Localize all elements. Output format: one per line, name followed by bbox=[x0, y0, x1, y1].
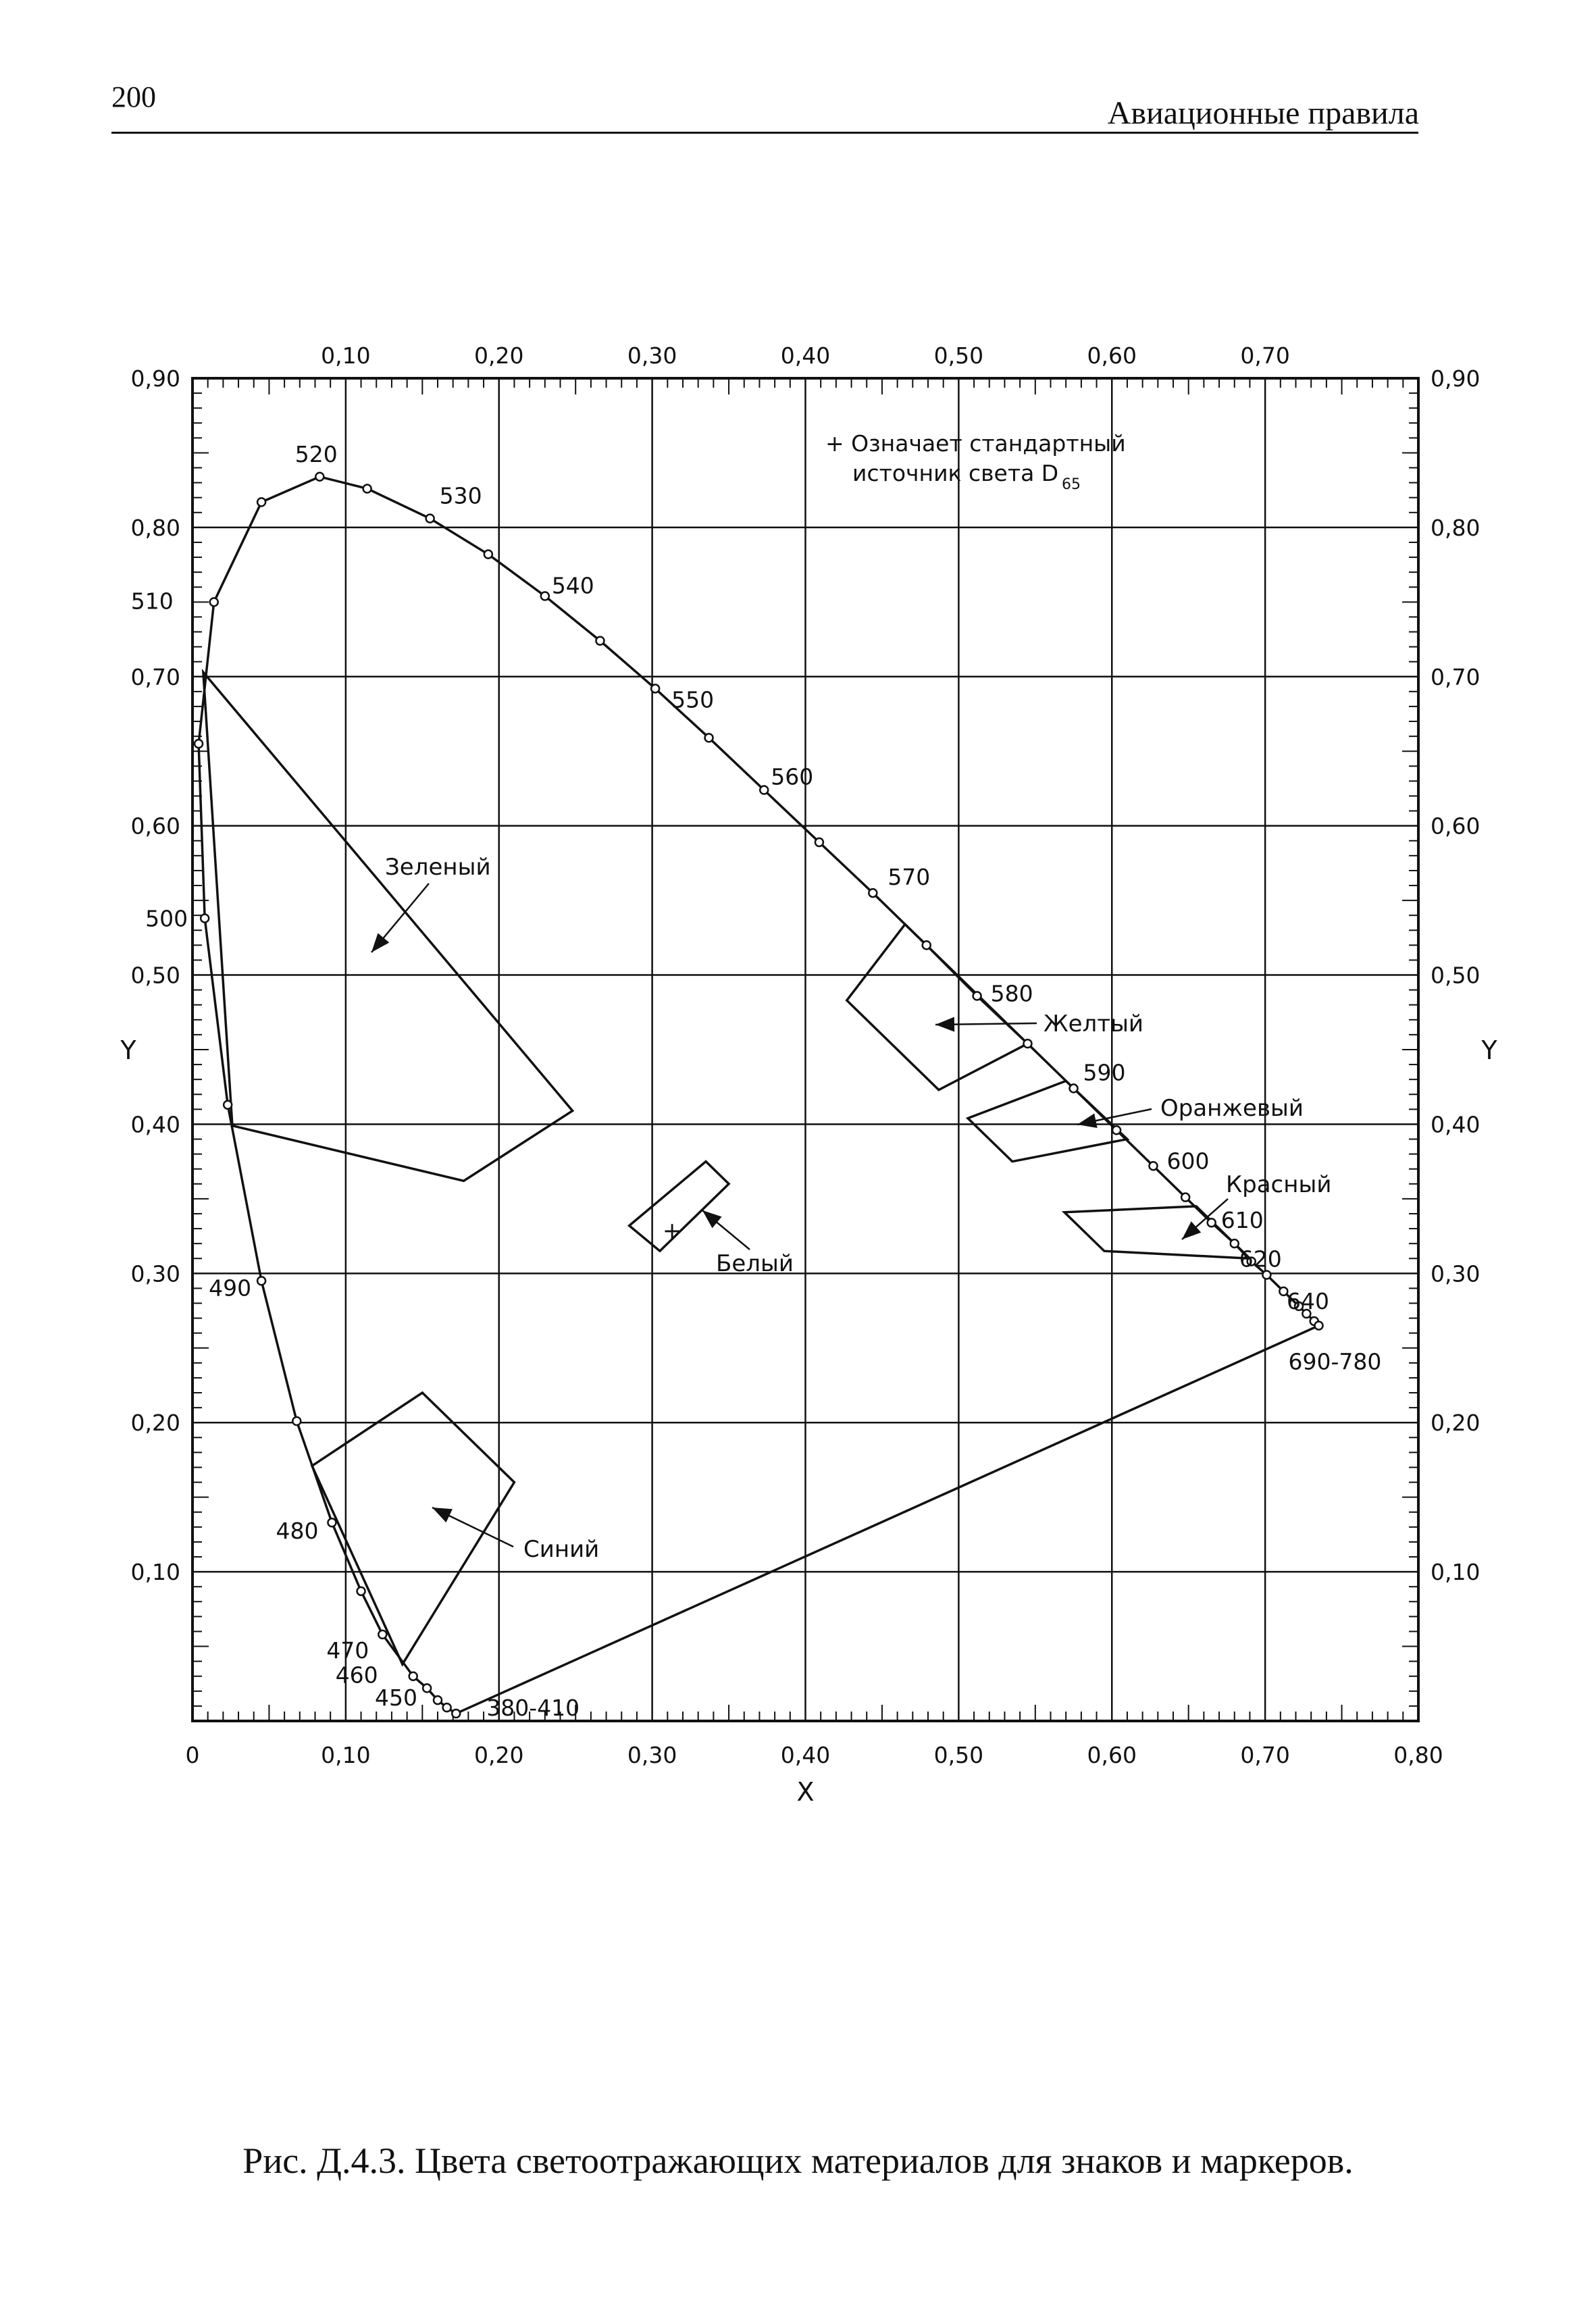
locus-marker bbox=[210, 598, 218, 606]
region-polygon bbox=[312, 1393, 514, 1664]
wavelength-label: 640 bbox=[1287, 1287, 1330, 1314]
wavelength-label: 480 bbox=[276, 1518, 319, 1545]
y-tick-label-left: 0,90 bbox=[130, 365, 180, 392]
locus-marker bbox=[1208, 1218, 1216, 1227]
locus-marker bbox=[426, 515, 434, 523]
color-regions bbox=[203, 672, 1250, 1664]
figure-caption: Рис. Д.4.3. Цвета светоотражающих материалов для знаков и маркеров. bbox=[242, 2140, 1354, 2181]
locus-marker bbox=[224, 1101, 232, 1109]
locus-marker bbox=[363, 484, 371, 492]
y-tick-label-left: 0,10 bbox=[130, 1559, 180, 1586]
locus-marker bbox=[541, 592, 549, 600]
grid bbox=[192, 378, 1418, 1721]
locus-marker bbox=[443, 1703, 451, 1712]
page-number: 200 bbox=[111, 80, 156, 113]
wavelength-label: 590 bbox=[1083, 1059, 1126, 1086]
spectrum-locus-curve bbox=[199, 477, 1318, 1714]
locus-marker bbox=[1315, 1322, 1323, 1330]
x-tick-label-top: 0,20 bbox=[474, 342, 524, 369]
region-polygon bbox=[203, 672, 573, 1181]
locus-marker bbox=[1181, 1193, 1189, 1202]
locus-marker bbox=[1070, 1084, 1078, 1092]
locus-marker bbox=[357, 1587, 365, 1595]
x-axis-label: X bbox=[796, 1777, 815, 1807]
y-axis-label-right: Y bbox=[1481, 1035, 1497, 1065]
locus-marker bbox=[423, 1684, 431, 1692]
x-tick-label-top: 0,50 bbox=[933, 342, 984, 369]
locus-marker bbox=[760, 786, 768, 794]
wavelength-label: 690-780 bbox=[1288, 1348, 1382, 1375]
region-arrow-head bbox=[1077, 1114, 1098, 1129]
y-tick-label-right: 0,10 bbox=[1431, 1559, 1481, 1586]
y-tick-label-left: 0,20 bbox=[130, 1410, 180, 1437]
region-label: Оранжевый bbox=[1160, 1095, 1304, 1122]
x-tick-label-bottom: 0,20 bbox=[474, 1742, 524, 1768]
locus-marker bbox=[869, 889, 877, 897]
running-head: Авиационные правила bbox=[1107, 95, 1419, 131]
locus-marker bbox=[378, 1630, 386, 1639]
y-tick-label-left: 0,80 bbox=[130, 514, 180, 541]
y-tick-label-right: 0,60 bbox=[1431, 813, 1481, 840]
locus-marker bbox=[257, 498, 265, 506]
x-tick-label-bottom: 0,30 bbox=[627, 1742, 677, 1768]
legend-note bbox=[825, 430, 1126, 493]
region-polygon bbox=[968, 1081, 1127, 1161]
y-tick-label-right: 0,40 bbox=[1431, 1111, 1481, 1138]
y-tick-label-right: 0,90 bbox=[1431, 365, 1481, 392]
x-tick-label-bottom: 0 bbox=[185, 1742, 200, 1768]
wavelength-label: 570 bbox=[887, 864, 931, 891]
y-tick-label-left: 0,60 bbox=[130, 813, 180, 840]
wavelength-label: 490 bbox=[209, 1275, 252, 1302]
legend-note-subscript: 65 bbox=[1062, 476, 1081, 493]
y-tick-label-right: 0,30 bbox=[1431, 1260, 1481, 1287]
spectrum-locus bbox=[195, 473, 1322, 1718]
locus-marker bbox=[596, 637, 604, 645]
region-label: Красный bbox=[1226, 1171, 1332, 1198]
locus-marker bbox=[973, 992, 981, 1000]
x-tick-label-bottom: 0,40 bbox=[780, 1742, 831, 1768]
region-arrow-head bbox=[432, 1508, 453, 1522]
locus-marker bbox=[328, 1518, 336, 1526]
annotations bbox=[131, 441, 1382, 1721]
x-tick-label-top: 0,40 bbox=[780, 342, 831, 369]
wavelength-label: 540 bbox=[551, 572, 594, 599]
wavelength-label: 380-410 bbox=[486, 1694, 580, 1721]
locus-marker bbox=[705, 734, 713, 742]
locus-marker bbox=[1150, 1162, 1158, 1170]
y-tick-label-left: 0,30 bbox=[130, 1260, 180, 1287]
wavelength-label: 560 bbox=[771, 763, 814, 790]
locus-marker bbox=[201, 915, 209, 923]
y-tick-label-right: 0,50 bbox=[1431, 962, 1481, 989]
y-tick-label-left: 0,70 bbox=[130, 663, 180, 690]
wavelength-label: 500 bbox=[145, 905, 188, 932]
locus-marker bbox=[452, 1709, 460, 1718]
y-tick-label-left: 0,40 bbox=[130, 1111, 180, 1138]
purple-line bbox=[456, 1326, 1318, 1714]
locus-marker bbox=[484, 550, 492, 559]
wavelength-label: 470 bbox=[326, 1637, 369, 1664]
wavelength-label: 460 bbox=[335, 1662, 378, 1689]
locus-marker bbox=[651, 684, 659, 692]
x-tick-label-top: 0,70 bbox=[1240, 342, 1290, 369]
locus-marker bbox=[409, 1672, 417, 1680]
region-label: Желтый bbox=[1044, 1010, 1144, 1037]
region-arrow-head bbox=[702, 1210, 722, 1228]
locus-marker bbox=[1112, 1126, 1121, 1134]
wavelength-label: 620 bbox=[1239, 1245, 1282, 1272]
y-tick-label-right: 0,20 bbox=[1431, 1410, 1481, 1437]
legend-note-line-2: источник света D bbox=[852, 460, 1059, 486]
locus-marker bbox=[1023, 1039, 1031, 1048]
x-tick-label-bottom: 0,70 bbox=[1240, 1742, 1290, 1768]
wavelength-label: 520 bbox=[294, 440, 338, 467]
x-tick-label-bottom: 0,60 bbox=[1087, 1742, 1137, 1768]
wavelength-label: 580 bbox=[990, 980, 1033, 1007]
y-tick-label-left: 0,50 bbox=[130, 962, 180, 989]
x-tick-label-bottom: 0,10 bbox=[321, 1742, 371, 1768]
region-arrow-head bbox=[935, 1017, 954, 1032]
wavelength-label: 450 bbox=[375, 1685, 417, 1712]
y-tick-label-right: 0,80 bbox=[1431, 514, 1481, 541]
region-label: Белый bbox=[716, 1250, 794, 1277]
locus-marker bbox=[815, 838, 823, 846]
x-tick-label-top: 0,10 bbox=[321, 342, 371, 369]
locus-marker bbox=[292, 1417, 301, 1425]
x-tick-label-top: 0,60 bbox=[1087, 342, 1137, 369]
locus-marker bbox=[195, 740, 203, 748]
locus-marker bbox=[315, 473, 324, 481]
y-tick-label-right: 0,70 bbox=[1431, 663, 1481, 690]
region-polygon bbox=[847, 924, 1028, 1089]
y-axis-label-left: Y bbox=[120, 1035, 136, 1065]
region-label: Синий bbox=[523, 1536, 600, 1563]
region-arrow-head bbox=[371, 933, 389, 952]
x-tick-label-bottom: 0,50 bbox=[933, 1742, 984, 1768]
locus-marker bbox=[1231, 1239, 1239, 1248]
locus-marker bbox=[923, 941, 931, 949]
x-tick-label-top: 0,30 bbox=[627, 342, 677, 369]
wavelength-label: 610 bbox=[1220, 1207, 1264, 1234]
locus-marker bbox=[434, 1696, 442, 1704]
wavelength-label: 600 bbox=[1166, 1148, 1210, 1175]
wavelength-label: 510 bbox=[130, 588, 174, 615]
legend-note-line-1: + Означает стандартный bbox=[825, 430, 1126, 457]
region-label: Зеленый bbox=[385, 854, 491, 881]
wavelength-label: 550 bbox=[671, 686, 715, 713]
locus-marker bbox=[257, 1277, 265, 1285]
d65-marker: + bbox=[662, 1217, 682, 1245]
wavelength-label: 530 bbox=[439, 482, 482, 509]
x-tick-label-bottom: 0,80 bbox=[1393, 1742, 1443, 1768]
